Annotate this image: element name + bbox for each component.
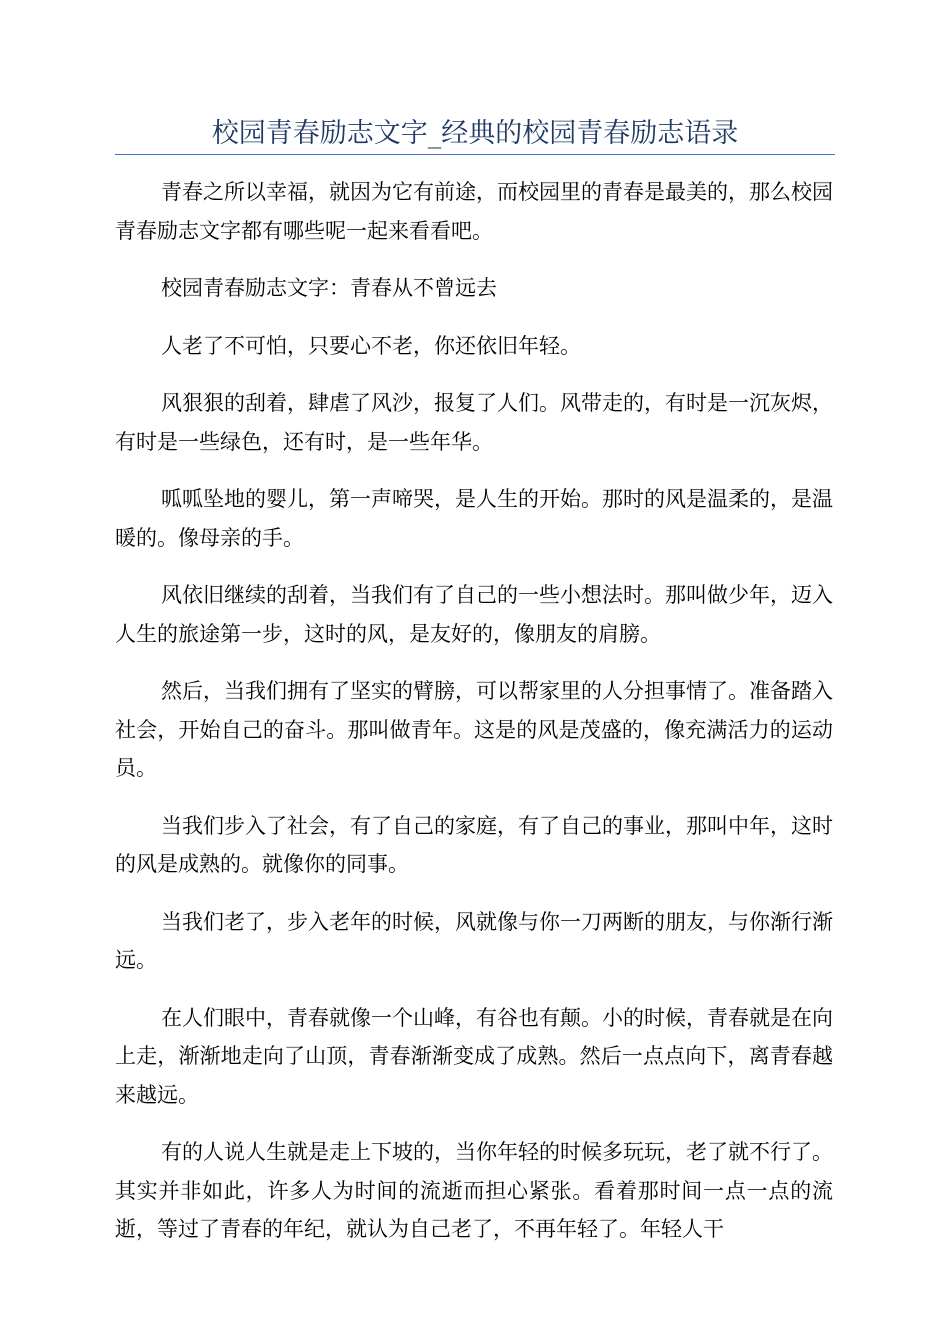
page-title: 校园青春励志文字_经典的校园青春励志语录: [211, 118, 739, 149]
paragraph: 有的人说人生就是走上下坡的，当你年轻的时候多玩玩，老了就不行了。其实并非如此，许多人为时间的流逝而担心紧张。看着那时间一点一点的流逝，等过了青春的年纪，就认为自己老了，不再年轻了。年轻人干: [115, 1140, 833, 1241]
paragraph: 在人们眼中，青春就像一个山峰，有谷也有颠。小的时候，青春就是在向上走，渐渐地走向了山顶，青春渐渐变成了成熟。然后一点点向下，离青春越来越远。: [115, 1005, 833, 1107]
document-body: [115, 173, 833, 1268]
paragraph-intro: 青春之所以幸福，就因为它有前途，而校园里的青春是最美的，那么校园青春励志文字都有哪些呢一起来看看吧。: [115, 180, 833, 243]
paragraph: 风狠狠的刮着，肆虐了风沙，报复了人们。风带走的，有时是一沉灰烬，有时是一些绿色，还有时，是一些年华。: [115, 391, 833, 454]
paragraph: 当我们步入了社会，有了自己的家庭，有了自己的事业，那叫中年，这时的风是成熟的。就像你的同事。: [115, 813, 833, 876]
paragraph: 然后，当我们拥有了坚实的臂膀，可以帮家里的人分担事情了。准备踏入社会，开始自己的奋斗。那叫做青年。这是的风是茂盛的，像充满活力的运动员。: [115, 679, 833, 780]
paragraph: 人老了不可怕，只要心不老，你还依旧年轻。: [161, 333, 581, 358]
paragraph: 风依旧继续的刮着，当我们有了自己的一些小想法时。那叫做少年，迈入人生的旅途第一步，这时的风，是友好的，像朋友的肩膀。: [115, 583, 833, 646]
paragraph: 呱呱坠地的婴儿，第一声啼哭，是人生的开始。那时的风是温柔的，是温暖的。像母亲的手。: [115, 487, 833, 550]
paragraph-subheading: 校园青春励志文字：青春从不曾远去: [161, 276, 497, 300]
title-underline: [115, 154, 835, 155]
paragraph: 当我们老了，步入老年的时候，风就像与你一刀两断的朋友，与你渐行渐远。: [115, 909, 833, 972]
